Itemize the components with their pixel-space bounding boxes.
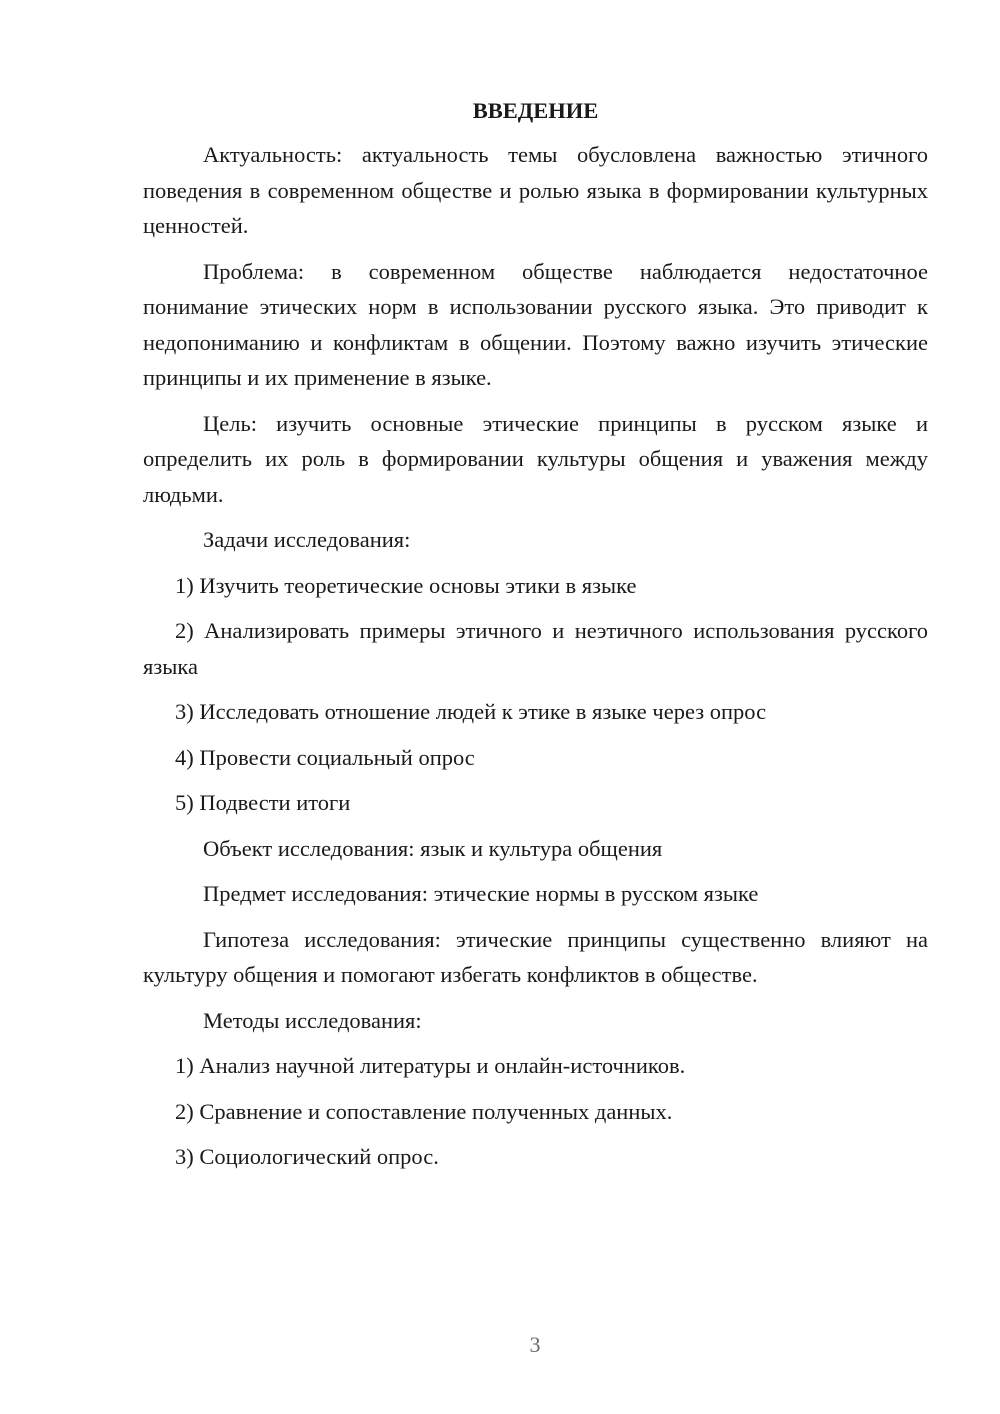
methods-title: Методы исследования: — [203, 1007, 422, 1033]
page-content — [143, 95, 928, 1185]
method-item: 2) Сравнение и сопоставление полученных данных. — [175, 1098, 673, 1124]
problem-paragraph: Проблема: в современном обществе наблюдается недостаточное понимание этических норм в использовании русского языка. Это приводит к недопониманию и конфликтам в общении. Поэтому важно изучить этические принципы и их применение в языке. — [143, 258, 928, 390]
method-item: 3) Социологический опрос. — [175, 1144, 439, 1169]
subject-paragraph: Предмет исследования: этические нормы в русском языке — [203, 881, 759, 906]
relevance-paragraph: Актуальность: актуальность темы обусловлена важностью этичного поведения в современном обществе и ролью языка в формировании культурных ценностей. — [143, 142, 928, 238]
section-heading: ВВЕДЕНИЕ — [472, 98, 599, 123]
tasks-title: Задачи исследования: — [203, 527, 411, 552]
object-paragraph: Объект исследования: язык и культура общения — [203, 835, 663, 861]
hypothesis-paragraph: Гипотеза исследования: этические принципы существенно влияют на культуру общения и помогают избегать конфликтов в обществе. — [143, 926, 928, 987]
task-item: 1) Изучить теоретические основы этики в языке — [175, 572, 637, 598]
task-item: 5) Подвести итоги — [175, 790, 351, 815]
page-number: 3 — [529, 1332, 541, 1357]
method-item: 1) Анализ научной литературы и онлайн-источников. — [175, 1053, 686, 1078]
task-item: 2) Анализировать примеры этичного и неэтичного использования русского языка — [143, 618, 928, 679]
task-item: 3) Исследовать отношение людей к этике в языке через опрос — [175, 699, 767, 724]
task-item: 4) Провести социальный опрос — [175, 744, 475, 770]
goal-paragraph: Цель: изучить основные этические принципы в русском языке и определить их роль в формировании культуры общения и уважения между людьми. — [143, 410, 928, 507]
